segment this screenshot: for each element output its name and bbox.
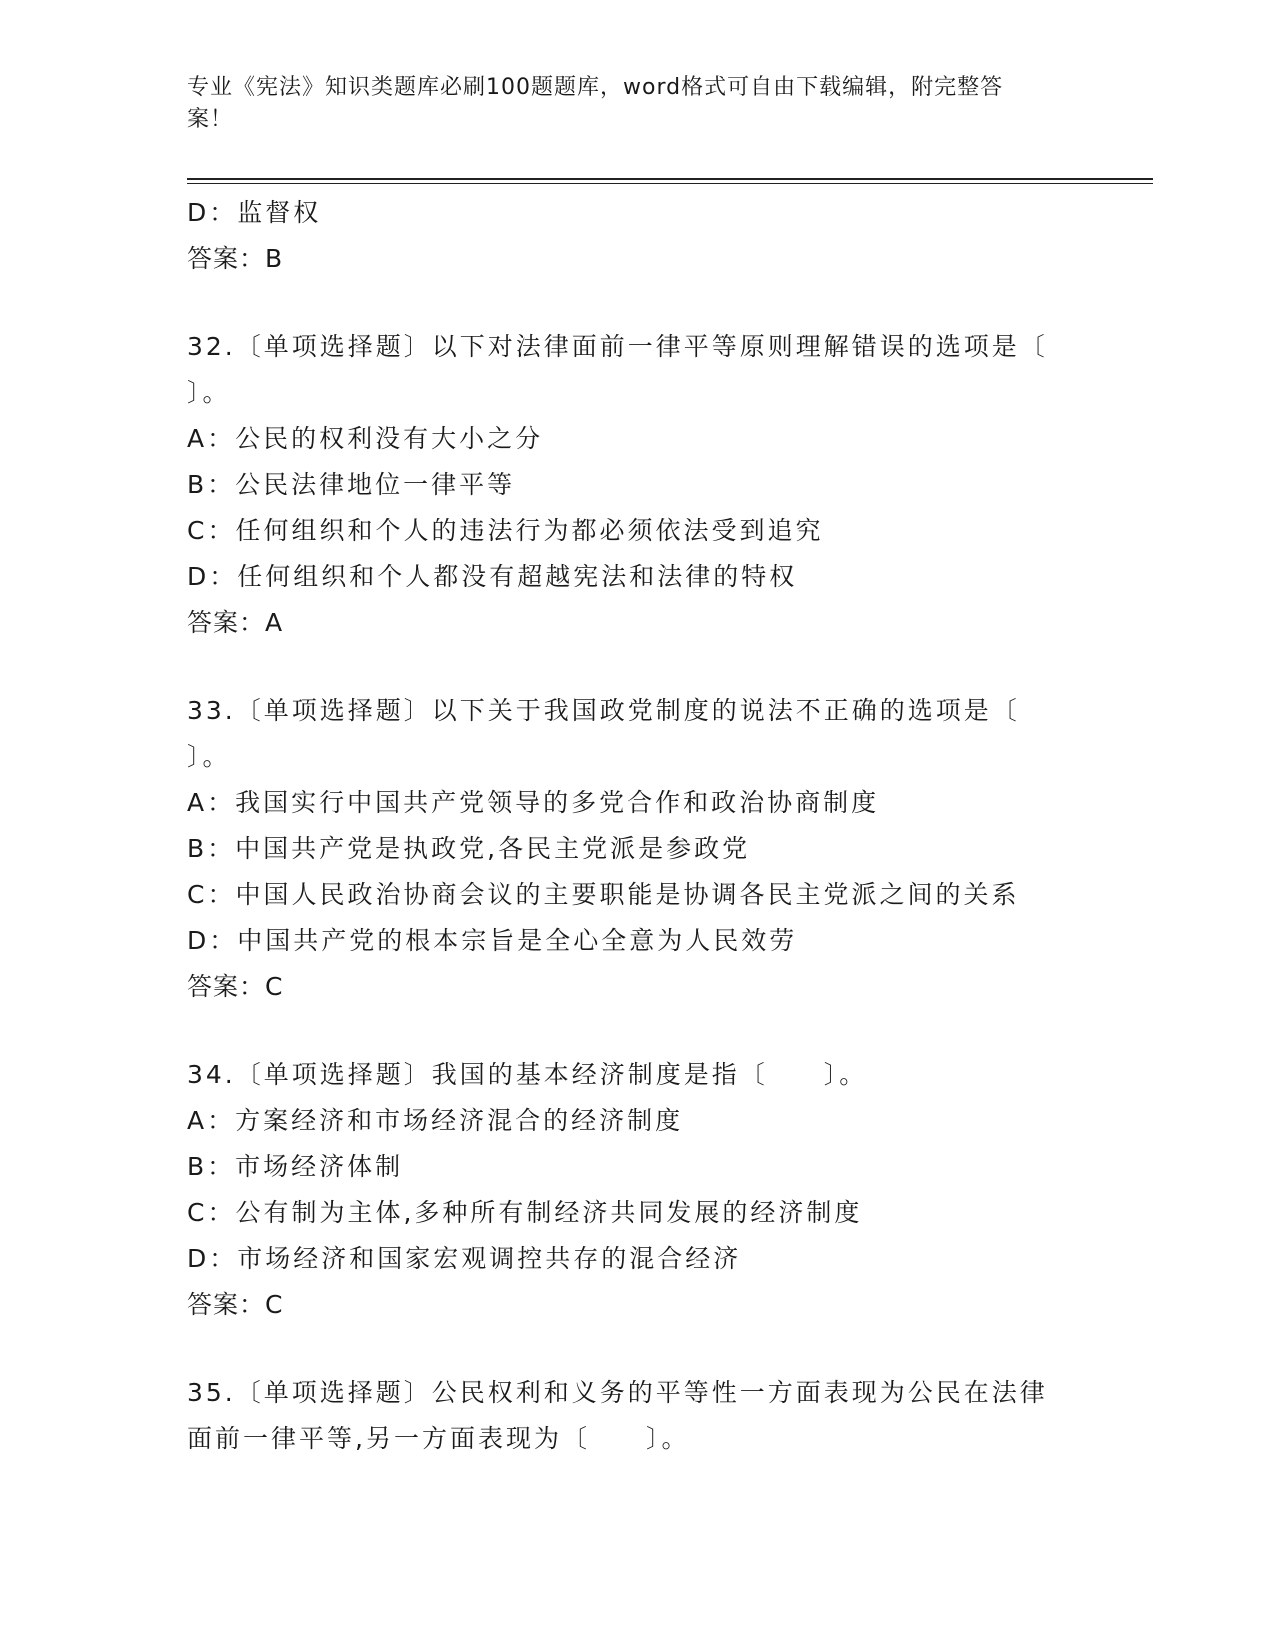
question-text-cont: 面前一律平等,另一方面表现为〔 〕。 [187,1424,690,1453]
question-text: 33.〔单项选择题〕以下关于我国政党制度的说法不正确的选项是〔 [187,696,1020,725]
question-35 [187,1370,1087,1462]
header-line-1: 专业《宪法》知识类题库必刷100题题库，word格式可自由下载编辑，附完整答 [187,75,1004,100]
answer: 答案：A [187,608,284,637]
header-line-2: 案！ [187,107,234,132]
header-divider-thick [187,178,1153,180]
question-text-cont: 〕。 [187,378,231,407]
option-b: B：市场经济体制 [187,1152,404,1181]
option-c: C：中国人民政治协商会议的主要职能是协调各民主党派之间的关系 [187,880,1020,909]
option-d: D：中国共产党的根本宗旨是全心全意为人民效劳 [187,926,798,955]
question-32 [187,324,1087,646]
option-d-prev: D：监督权 [187,198,322,227]
question-text: 32.〔单项选择题〕以下对法律面前一律平等原则理解错误的选项是〔 [187,332,1048,361]
header-divider-thin [187,183,1153,184]
option-c: C：任何组织和个人的违法行为都必须依法受到追究 [187,516,824,545]
answer: 答案：C [187,972,284,1001]
answer: 答案：C [187,1290,284,1319]
option-b: B：中国共产党是执政党,各民主党派是参政党 [187,834,751,863]
question-content [187,190,1087,1462]
question-text: 35.〔单项选择题〕公民权利和义务的平等性一方面表现为公民在法律 [187,1378,1048,1407]
option-c: C：公有制为主体,多种所有制经济共同发展的经济制度 [187,1198,863,1227]
option-a: A：公民的权利没有大小之分 [187,424,544,453]
option-d: D：任何组织和个人都没有超越宪法和法律的特权 [187,562,798,591]
question-33 [187,688,1087,1010]
answer-prev: 答案：B [187,244,284,273]
question-34 [187,1052,1087,1328]
question-text: 34.〔单项选择题〕我国的基本经济制度是指〔 〕。 [187,1060,868,1089]
option-d: D：市场经济和国家宏观调控共存的混合经济 [187,1244,742,1273]
option-a: A：我国实行中国共产党领导的多党合作和政治协商制度 [187,788,880,817]
option-b: B：公民法律地位一律平等 [187,470,516,499]
page-header [187,72,1067,136]
option-a: A：方案经济和市场经济混合的经济制度 [187,1106,684,1135]
question-text-cont: 〕。 [187,742,231,771]
